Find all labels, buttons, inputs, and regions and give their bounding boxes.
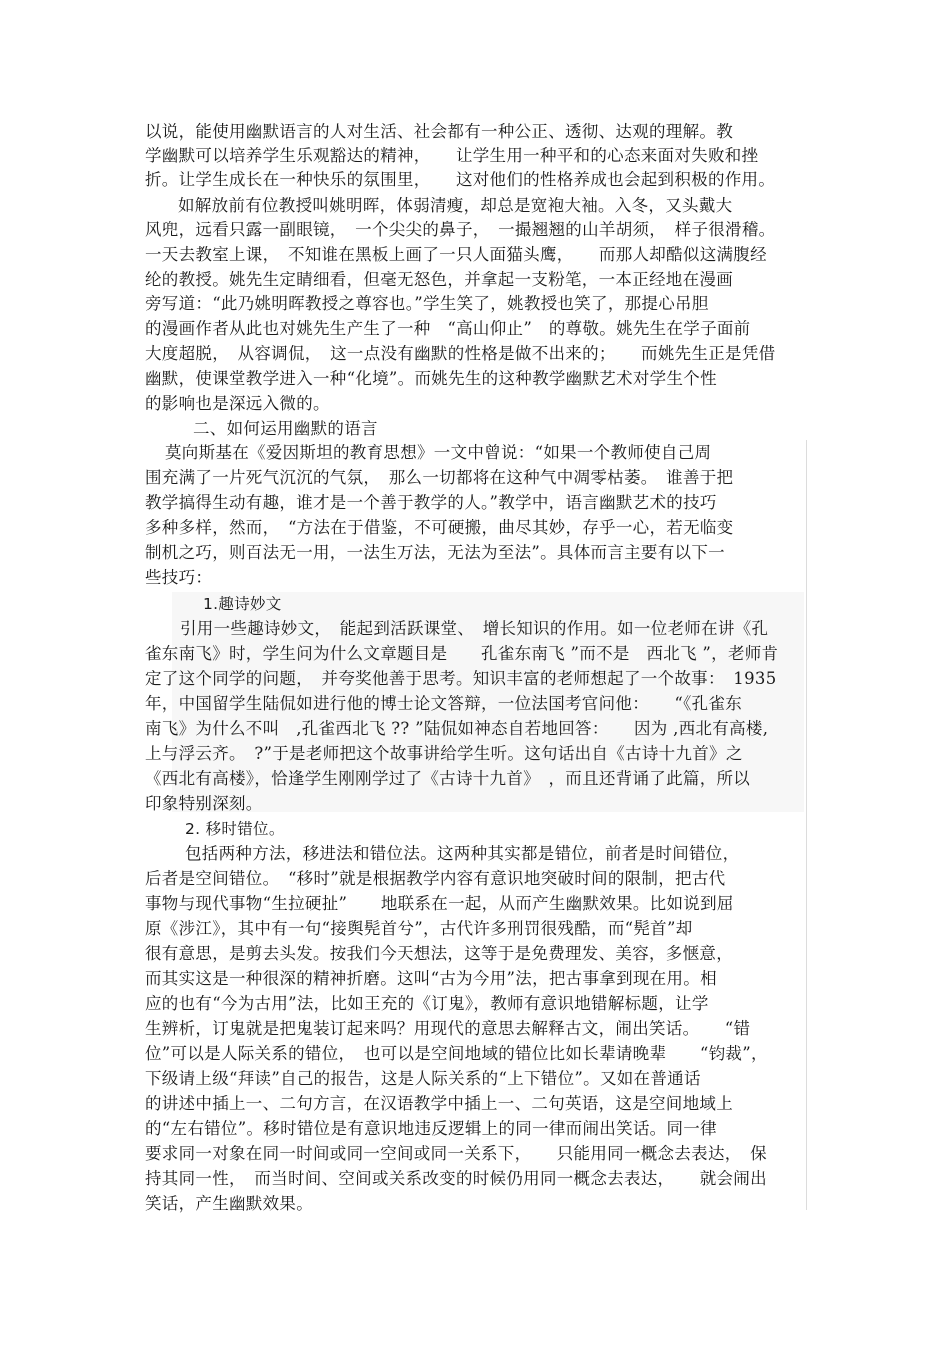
text-line: 年，中国留学生陆侃如进行他的博士论文答辩，一位法国考官问他： “《孔雀东 bbox=[145, 694, 743, 713]
text-line: 位”可以是人际关系的错位， 也可以是空间地域的错位比如长辈请晚辈 “钧裁”， bbox=[145, 1044, 768, 1063]
text-line: 笑话，产生幽默效果。 bbox=[145, 1194, 313, 1213]
text-line: 印象特别深刻。 bbox=[145, 794, 263, 813]
text-line: 包括两种方法，移进法和错位法。这两种其实都是错位，前者是时间错位， bbox=[185, 844, 740, 863]
text-line: 的讲述中插上一、二句方言，在汉语教学中插上一、二句英语，这是空间地域上 bbox=[145, 1094, 733, 1113]
margin-rule bbox=[806, 440, 807, 1210]
text-line: 风兜，远看只露一副眼镜， 一个尖尖的鼻子， 一撮翘翘的山羊胡须， 样子很滑稽。 bbox=[145, 220, 776, 239]
text-line: 幽默，使课堂教学进入一种“化境”。而姚先生的这种教学幽默艺术对学生个性 bbox=[145, 369, 717, 388]
text-line: 雀东南飞》时，学生问为什么文章题目是 孔雀东南飞 ”而不是 西北飞 ”，老师肯 bbox=[145, 644, 779, 663]
text-line: 定了这个同学的问题， 并夸奖他善于思考。知识丰富的老师想起了一个故事： 1935 bbox=[145, 669, 777, 688]
text-line: 旁写道：“此乃姚明晖教授之尊容也。”学生笑了，姚教授也笑了，那提心吊胆 bbox=[145, 294, 709, 313]
text-line: 莫向斯基在《爱因斯坦的教育思想》一文中曾说：“如果一个教师使自己周 bbox=[165, 443, 712, 462]
section-heading: 二、如何运用幽默的语言 bbox=[193, 419, 378, 438]
text-line: 学幽默可以培养学生乐观豁达的精神， 让学生用一种平和的心态来面对失败和挫 bbox=[145, 146, 759, 165]
text-line: 而其实这是一种很深的精神折磨。这叫“古为今用”法，把古事拿到现在用。相 bbox=[145, 969, 717, 988]
text-line: 后者是空间错位。 “移时”就是根据教学内容有意识地突破时间的限制，把古代 bbox=[145, 869, 726, 888]
text-line: 制机之巧，则百法无一用，一法生万法，无法为至法”。具体而言主要有以下一 bbox=[145, 543, 725, 562]
text-line: 的影响也是深远入微的。 bbox=[145, 394, 330, 413]
text-line: 一天去教室上课， 不知谁在黑板上画了一只人面猫头鹰， 而那人却酷似这满腹经 bbox=[145, 245, 767, 264]
text-line: 的“左右错位”。移时错位是有意识地违反逻辑上的同一律而闹出笑话。同一律 bbox=[145, 1119, 717, 1138]
text-line: 纶的教授。姚先生定睛细看，但毫无怒色，并拿起一支粉笔，一本正经地在漫画 bbox=[145, 270, 733, 289]
text-line: 折。让学生成长在一种快乐的氛围里， 这对他们的性格养成也会起到积极的作用。 bbox=[145, 170, 776, 189]
subsection-heading: 1.趣诗妙文 bbox=[203, 595, 282, 613]
text-line: 如解放前有位教授叫姚明晖，体弱清瘦，却总是宽袍大袖。入冬，又头戴大 bbox=[178, 196, 733, 215]
text-line: 事物与现代事物“生拉硬扯” 地联系在一起，从而产生幽默效果。比如说到屈 bbox=[145, 894, 734, 913]
text-line: 引用一些趣诗妙文， 能起到活跃课堂、 增长知识的作用。如一位老师在讲《孔 bbox=[180, 619, 769, 638]
text-line: 很有意思，是剪去头发。按我们今天想法，这等于是免费理发、美容，多惬意， bbox=[145, 944, 733, 963]
text-line: 生辨析，订鬼就是把鬼装订起来吗？用现代的意思去解释古文，闹出笑话。 “错 bbox=[145, 1019, 751, 1038]
subsection-heading: 2. 移时错位。 bbox=[185, 820, 285, 838]
text-line: 《西北有高楼》，恰逢学生刚刚学过了《古诗十九首》 ，而且还背诵了此篇，所以 bbox=[145, 769, 751, 788]
text-line: 的漫画作者从此也对姚先生产生了一种 “高山仰止” 的尊敬。姚先生在学子面前 bbox=[145, 319, 751, 338]
text-line: 要求同一对象在同一时间或同一空间或同一关系下， 只能用同一概念去表达， 保 bbox=[145, 1144, 767, 1163]
text-line: 多种多样，然而， “方法在于借鉴，不可硬搬，曲尽其妙，存乎一心，若无临变 bbox=[145, 518, 734, 537]
text-line: 下级请上级“拜读”自己的报告，这是人际关系的“上下错位”。又如在普通话 bbox=[145, 1069, 701, 1088]
text-line: 大度超脱， 从容调侃， 这一点没有幽默的性格是做不出来的； 而姚先生正是凭借 bbox=[145, 344, 776, 363]
text-line: 南飞》为什么不叫 ,孔雀西北飞 ?? ”陆侃如神态自若地回答： 因为 ,西北有高楼, bbox=[145, 719, 769, 738]
text-line: 围充满了一片死气沉沉的气氛， 那么一切都将在这种气中凋零枯萎。 谁善于把 bbox=[145, 468, 734, 487]
text-line: 教学搞得生动有趣，谁才是一个善于教学的人。”教学中，语言幽默艺术的技巧 bbox=[145, 493, 717, 512]
text-line: 原《涉江》，其中有一句“接舆髡首兮”，古代许多刑罚很残酷，而“髡首”却 bbox=[145, 919, 693, 938]
text-line: 上与浮云齐。 ?”于是老师把这个故事讲给学生听。这句话出自《古诗十九首》之 bbox=[145, 744, 743, 763]
text-line: 持其同一性， 而当时间、空间或关系改变的时候仍用同一概念去表达， 就会闹出 bbox=[145, 1169, 767, 1188]
text-line: 应的也有“今为古用”法，比如王充的《订鬼》，教师有意识地错解标题，让学 bbox=[145, 994, 709, 1013]
text-line: 以说，能使用幽默语言的人对生活、社会都有一种公正、透彻、达观的理解。教 bbox=[145, 122, 733, 141]
text-line: 些技巧： bbox=[145, 568, 213, 587]
